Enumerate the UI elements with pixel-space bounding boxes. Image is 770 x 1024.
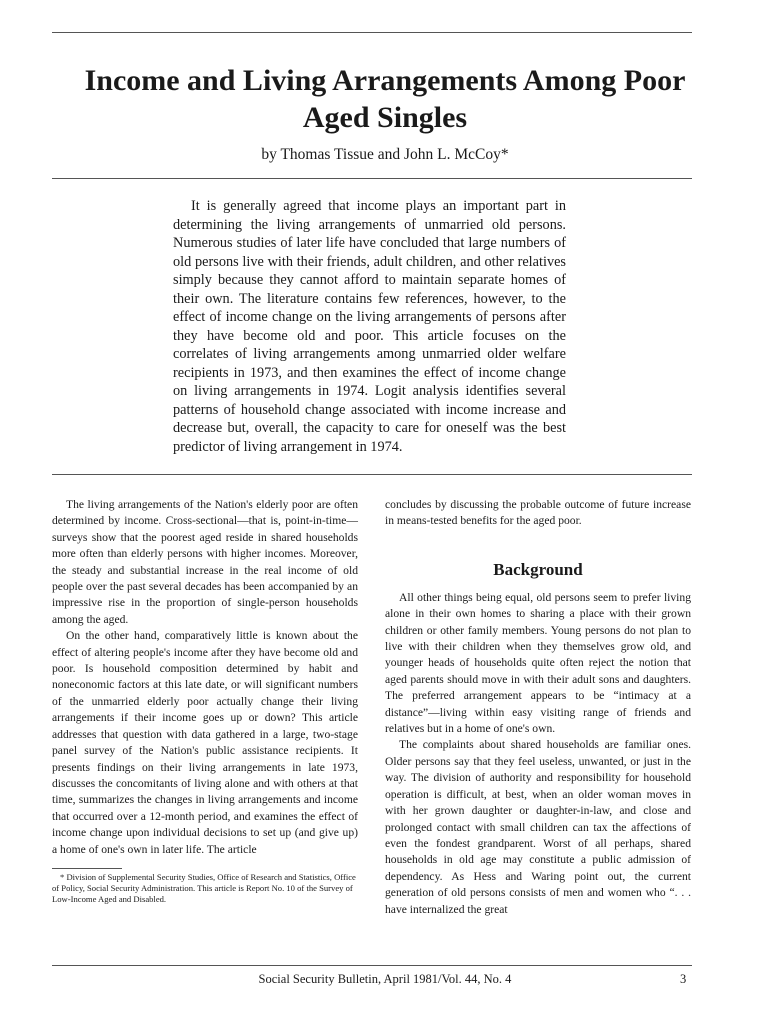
body-paragraph: The complaints about shared households are familiar ones. Older persons say that they feel useless, unwanted, or just in the way. The division of authority and responsibility for household operation is difficult, at best, when an older woman moves in with her grown daughter or daughter-in-law, and close and prolonged contact with small children can tax the affections of even the fondest grandparent. Worst of all perhaps, shared households in old age may constitute a public admission of dependency. As Hess and Waring point out, the current generation of old persons consists of men and women who “. . . have internalized the great <box>385 738 691 916</box>
body-paragraph: On the other hand, comparatively little is known about the effect of altering people's income after they have become old and poor. Is household composition determined by habit and noneconomic factors at this late date, or will significant numbers of the unmarried elderly poor actually change their living arrangements if their income goes up or down? This article addresses that question with data gathered in a large, two-stage panel survey of the Nation's public assistance recipients. It presents findings on their living arrangements in late 1973, discusses the concomitants of living alone and with others at that time, summarizes the changes in living arrangements and income that occurred over a 12-month period, and examines the effect of income change upon individual decisions to set up (and give up) a home of one's own in later life. The article <box>52 629 358 856</box>
journal-citation: Social Security Bulletin, April 1981/Vol. 44, No. 4 <box>258 972 512 986</box>
author-byline: by Thomas Tissue and John L. McCoy* <box>261 146 509 163</box>
author-footnote: * Division of Supplemental Security Studies, Office of Research and Statistics, Office of Policy, Social Security Administration. This article is Report No. 10 of the Survey of Low-Income Aged and Disabled. <box>52 871 356 904</box>
page-number: 3 <box>680 972 687 986</box>
body-paragraph-continued: concludes by discussing the probable outcome of future increase in means-tested benefits for the aged poor. <box>385 498 691 528</box>
footer-rule <box>52 965 692 966</box>
footnote-rule <box>52 868 122 869</box>
abstract-rule <box>52 474 692 475</box>
body-paragraph: The living arrangements of the Nation's elderly poor are often determined by income. Cross-sectional—that is, point-in-time—surveys show that the poorest aged reside in shared households more often than elderly persons with higher incomes. Moreover, the steady and substantial increase in the real income of old people over the past several decades has been accompanied by an impressive rise in the proportion of single-person households among the aged. <box>52 498 358 626</box>
body-paragraph: All other things being equal, old persons seem to prefer living alone in their own homes to sharing a place with their grown children or other family members. Young persons do not plan to live with their children when they themselves grow old, and younger heads of households quite often reject the notion that aged parents should move in with their adult sons and daughters. The preferred arrangement appears to be “intimacy at a distance”—living within easy visiting range of friends and relatives but in a home of one's own. <box>385 590 691 736</box>
body-column-left <box>52 497 358 905</box>
abstract: It is generally agreed that income plays an important part in determining the living arrangements of unmarried old persons. Numerous studies of later life have concluded that large numbers of old persons live with their friends, adult children, and other relatives simply because they cannot afford to maintain separate homes of their own. The literature contains few references, however, to the effect of income change on the living arrangements of persons after they have become old and poor. This article focuses on the correlates of living arrangements among unmarried older welfare recipients in 1973, and then examines the effect of income change on living arrangements in 1974. Logit analysis identifies several patterns of household change associated with income increase and decrease but, overall, the capacity to care for oneself was the best predictor of living arrangement in 1974. <box>173 198 566 455</box>
top-rule <box>52 32 692 33</box>
body-column-right <box>385 497 691 918</box>
article-title: Income and Living Arrangements Among Poor Aged Singles <box>84 64 686 134</box>
byline-rule <box>52 178 692 179</box>
section-heading: Background <box>493 559 583 579</box>
